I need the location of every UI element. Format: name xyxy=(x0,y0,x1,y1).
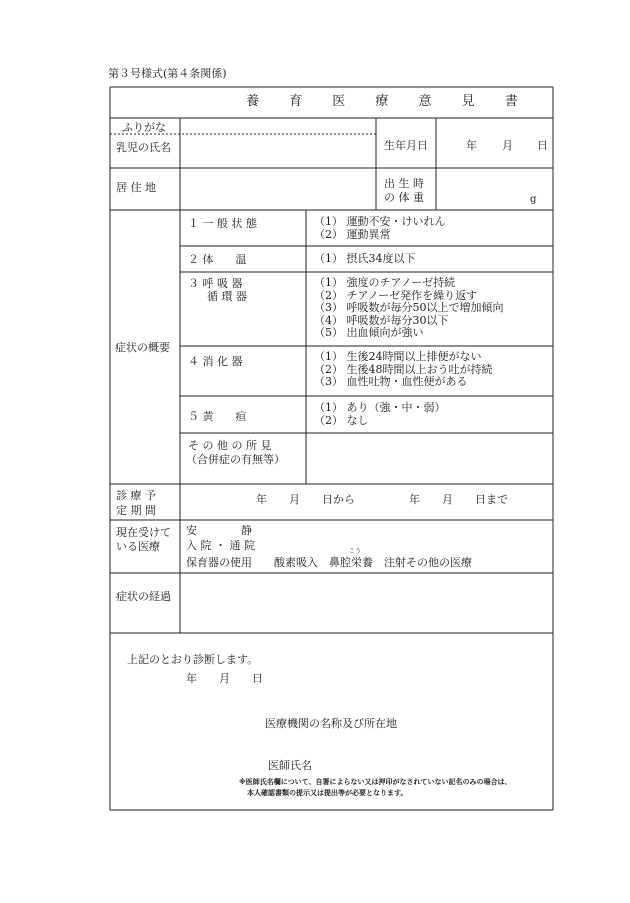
care-rest: 安 静 xyxy=(186,524,252,537)
care-inpatient-outpatient: 入 院 ・ 通 院 xyxy=(186,539,255,552)
period-end: 年 月 日まで xyxy=(409,493,508,506)
respiratory-item: （5） 出血傾向が強い xyxy=(314,326,424,339)
respiratory-items xyxy=(314,277,504,340)
digestive-label: ４ 消 化 器 xyxy=(188,355,243,368)
address-field[interactable] xyxy=(180,168,376,210)
institution-label: 医療機関の名称及び所在地 xyxy=(265,717,397,730)
general-item: （1） 運動不安・けいれん xyxy=(314,215,446,228)
diagnosis-statement: 上記のとおり診断します。 xyxy=(127,653,259,666)
gram-unit: g xyxy=(530,194,537,205)
birth-day-unit: 日 xyxy=(537,139,548,152)
birth-year-unit: 年 xyxy=(466,139,477,152)
general-condition-label: １ 一 般 状 態 xyxy=(188,217,257,230)
form-number-label: 第３号様式(第４条関係) xyxy=(108,67,227,80)
care-options: 保育器の使用 酸素吸入 鼻腔栄養 注射その他の医療 xyxy=(186,556,472,569)
jaundice-items xyxy=(314,402,446,427)
address-label: 居 住 地 xyxy=(116,181,156,194)
birthdate-field[interactable] xyxy=(436,118,553,168)
jaundice-label: ５ 黄 疸 xyxy=(188,410,247,423)
infant-name-field[interactable] xyxy=(180,134,376,168)
treatment-period-label-2: 定 期 間 xyxy=(116,504,156,517)
birthdate-label: 生年月日 xyxy=(384,139,428,152)
respiratory-item: （1） 強度のチアノーゼ持続 xyxy=(314,276,456,289)
form-title: 養 育 医 療 意 見 書 xyxy=(246,94,531,109)
respiratory-item: （2） チアノーゼ発作を繰り返す xyxy=(314,288,478,302)
current-care-label-1: 現在受けて xyxy=(116,526,171,539)
jaundice-item: （2） なし xyxy=(314,413,369,427)
other-findings-label: そ の 他 の 所 見 xyxy=(188,439,272,452)
furigana-label: ふりがな xyxy=(122,121,166,134)
note-line-2: 本人確認書類の提示又は提出等が必要となります。 xyxy=(247,789,408,797)
temperature-label: ２ 体 温 xyxy=(188,253,247,266)
diagnosis-date: 年 月 日 xyxy=(186,672,263,685)
general-condition-items xyxy=(314,216,446,241)
birth-weight-label-1: 出 生 時 xyxy=(384,177,424,190)
note-line-1: ※医師氏名欄について、自署によらない又は押印がなされていない記名のみの場合は、 xyxy=(239,778,512,786)
ruby-kou: こう xyxy=(349,548,362,555)
doctor-name-label: 医師氏名 xyxy=(268,759,312,772)
respiratory-label: ３ 呼 吸 器 xyxy=(188,277,243,290)
respiratory-item: （3） 呼吸数が毎分50以上で増加傾向 xyxy=(314,301,504,314)
digestive-item: （2） 生後48時間以上おう吐が持続 xyxy=(314,362,493,376)
digestive-item: （3） 血性吐物・血性便がある xyxy=(314,375,468,388)
general-item: （2） 運動異常 xyxy=(314,227,391,241)
digestive-items xyxy=(314,351,493,389)
symptoms-overview-label: 症状の概要 xyxy=(115,341,170,354)
temperature-item: （1） 摂氏34度以下 xyxy=(314,252,416,265)
treatment-period-label-1: 診 療 予 xyxy=(116,489,156,502)
birth-weight-label-2: の 体 重 xyxy=(384,191,424,204)
period-start: 年 月 日から xyxy=(256,493,355,506)
circulatory-label: 循 環 器 xyxy=(207,290,247,303)
course-field[interactable] xyxy=(180,573,553,633)
digestive-item: （1） 生後24時間以上排便がない xyxy=(314,350,482,363)
current-care-label-2: いる医療 xyxy=(116,540,160,553)
temperature-items xyxy=(314,253,416,266)
infant-name-label: 乳児の氏名 xyxy=(116,141,171,154)
birth-month-unit: 月 xyxy=(502,139,513,152)
course-label: 症状の経過 xyxy=(116,590,171,603)
jaundice-item: （1） あり（強・中・弱） xyxy=(314,401,446,414)
respiratory-item: （4） 呼吸数が毎分30以下 xyxy=(314,313,449,327)
other-findings-field[interactable] xyxy=(306,433,553,484)
complications-label: （合併症の有無等） xyxy=(186,453,285,466)
